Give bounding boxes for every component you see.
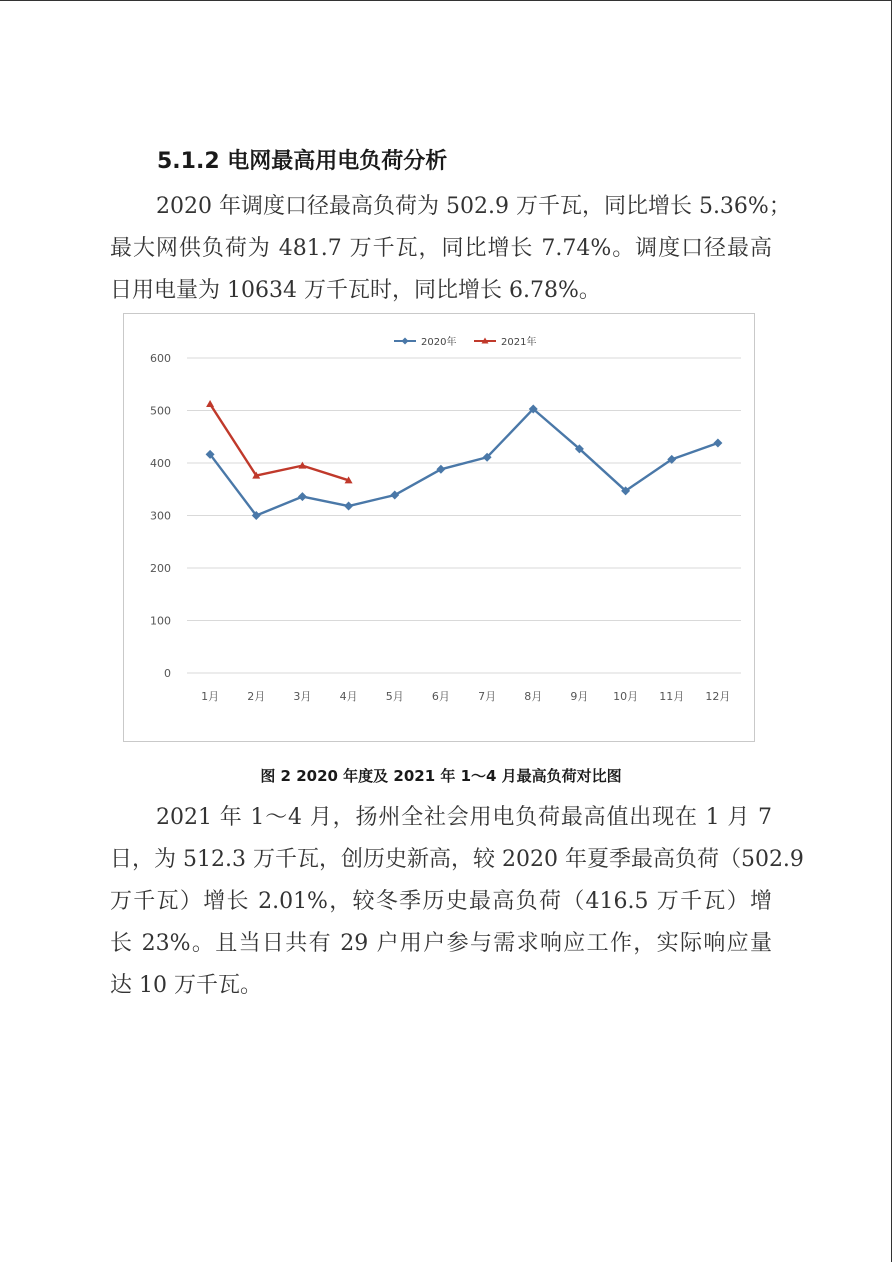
y-axis-ticks: [150, 352, 171, 680]
section-heading: 5.1.2 电网最高用电负荷分析: [157, 149, 448, 174]
y-tick-label: 400: [150, 457, 171, 470]
paragraph-grid-peak-load: [110, 186, 791, 312]
series-line-2020年: [210, 409, 718, 516]
x-tick-label: 3月: [293, 690, 312, 703]
paragraph-line: 2021 年 1～4 月，扬州全社会用电负荷最高值出现在 1 月 7: [156, 805, 772, 830]
data-point: [390, 491, 399, 500]
legend-marker: [402, 338, 409, 345]
series-line-2021年: [210, 404, 349, 480]
grid-layer: [187, 358, 741, 673]
data-point: [344, 502, 353, 511]
paragraph-line: 日，为 512.3 万千瓦，创历史新高，较 2020 年夏季最高负荷（502.9: [110, 847, 804, 872]
paragraph-line: 达 10 万千瓦。: [110, 973, 262, 998]
page-top-border: [0, 0, 892, 1]
peak-load-chart: [123, 313, 755, 742]
paragraph-2021-peak: [110, 797, 804, 1007]
x-tick-label: 7月: [478, 690, 497, 703]
x-tick-label: 8月: [524, 690, 543, 703]
y-tick-label: 600: [150, 352, 171, 365]
series-layer: [206, 400, 723, 520]
x-tick-label: 6月: [431, 690, 450, 703]
y-tick-label: 200: [150, 562, 171, 575]
paragraph-line: 2020 年调度口径最高负荷为 502.9 万千瓦，同比增长 5.36%；: [156, 194, 791, 219]
y-tick-label: 100: [150, 614, 171, 628]
x-tick-label: 11月: [659, 690, 685, 703]
figure-caption: 图 2 2020 年度及 2021 年 1～4 月最高负荷对比图: [260, 767, 622, 785]
legend-label: 2021年: [501, 337, 537, 348]
paragraph-line: 长 23%。且当日共有 29 户用户参与需求响应工作，实际响应量: [110, 931, 772, 956]
chart-legend: [394, 335, 536, 348]
y-tick-label: 300: [150, 509, 171, 523]
paragraph-line: 最大网供负荷为 481.7 万千瓦，同比增长 7.74%。调度口径最高: [110, 236, 772, 261]
x-tick-label: 4月: [339, 690, 358, 703]
x-tick-label: 10月: [613, 690, 639, 703]
x-axis-ticks: [201, 690, 730, 703]
y-tick-label: 0: [164, 667, 171, 680]
data-point: [206, 400, 214, 407]
chart-canvas: [124, 314, 756, 743]
legend-label: 2020年: [421, 337, 457, 348]
x-tick-label: 2月: [247, 690, 266, 703]
data-point: [713, 439, 722, 448]
paragraph-line: 万千瓦）增长 2.01%，较冬季历史最高负荷（416.5 万千瓦）增: [110, 889, 772, 914]
x-tick-label: 9月: [570, 690, 589, 703]
y-tick-label: 500: [150, 404, 171, 418]
x-tick-label: 1月: [201, 690, 220, 703]
data-point: [298, 492, 307, 501]
x-tick-label: 12月: [705, 690, 731, 703]
data-point: [436, 465, 445, 474]
paragraph-line: 日用电量为 10634 万千瓦时，同比增长 6.78%。: [110, 278, 601, 303]
x-tick-label: 5月: [385, 690, 404, 703]
